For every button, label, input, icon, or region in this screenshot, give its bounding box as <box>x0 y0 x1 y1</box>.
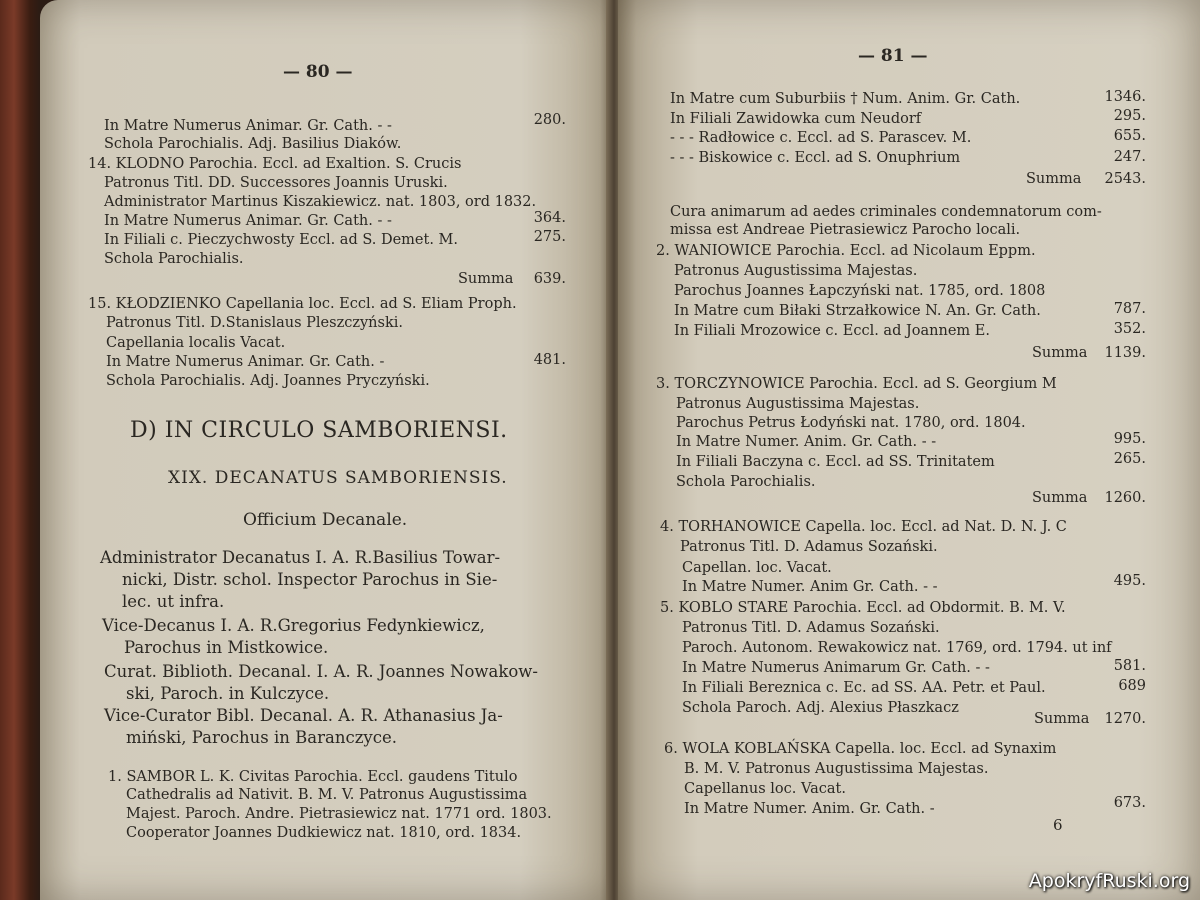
text-line: 1. SAMBOR L. K. Civitas Parochia. Eccl. gaudens Titulo <box>108 769 518 785</box>
number: 364. <box>533 210 566 226</box>
number: 265. <box>1113 451 1146 467</box>
text-line: In Filiali Mrozowice c. Eccl. ad Joannem E. <box>674 323 990 339</box>
text-line: Cooperator Joannes Dudkiewicz nat. 1810, ord. 1834. <box>126 825 522 841</box>
text-line: In Matre Numerus Animar. Gr. Cath. - - <box>104 213 392 229</box>
text-line: Paroch. Autonom. Rewakowicz nat. 1769, ord. 1794. ut inf <box>682 640 1112 656</box>
text-line: In Filiali Zawidowka cum Neudorf <box>670 111 922 127</box>
text-line: B. M. V. Patronus Augustissima Majestas. <box>684 761 989 777</box>
number: 1346. <box>1104 89 1146 105</box>
text-line: Parochus Joannes Łapczyński nat. 1785, ord. 1808 <box>674 283 1046 299</box>
summa-label: Summa <box>1032 490 1088 506</box>
number: 995. <box>1113 431 1146 447</box>
text-line: 14. KLODNO Parochia. Eccl. ad Exaltion. S. Crucis <box>88 156 462 172</box>
text-line: 3. TORCZYNOWICE Parochia. Eccl. ad S. Georgium M <box>656 376 1057 392</box>
text-line: In Matre Numerus Animar. Gr. Cath. - <box>106 354 385 370</box>
officium-line: nicki, Distr. schol. Inspector Parochus in Sie- <box>122 570 498 589</box>
number: 1260. <box>1104 490 1146 506</box>
officium-line: Curat. Biblioth. Decanal. I. A. R. Joannes Nowakow- <box>104 662 539 681</box>
text-line: Capellanus loc. Vacat. <box>684 781 846 797</box>
text-line: Patronus Titl. D.Stanislaus Pleszczyński. <box>106 315 403 331</box>
signature-mark: 6 <box>1053 816 1063 834</box>
text-line: Cathedralis ad Nativit. B. M. V. Patronus Augustissima <box>126 787 528 803</box>
text-line: Patronus Augustissima Majestas. <box>676 396 920 412</box>
text-line: Patronus Titl. D. Adamus Sozański. <box>680 539 938 555</box>
text-line: In Matre Numerus Animarum Gr. Cath. - - <box>682 660 990 676</box>
left-page <box>40 0 610 900</box>
watermark: ApokryfRuski.org <box>1028 870 1190 892</box>
text-line: - - - Biskowice c. Eccl. ad S. Onuphrium <box>670 150 961 166</box>
text-line: Capellania localis Vacat. <box>106 335 286 351</box>
officium-line: lec. ut infra. <box>122 592 225 611</box>
text-line: In Matre cum Biłaki Strzałkowice N. An. Gr. Cath. <box>674 303 1041 319</box>
number: 247. <box>1113 149 1146 165</box>
number: 1139. <box>1104 345 1146 361</box>
officium-line: Vice-Decanus I. A. R.Gregorius Fedynkiewicz, <box>102 616 485 635</box>
number: 655. <box>1113 128 1146 144</box>
number: 689 <box>1118 678 1146 694</box>
text-line: missa est Andreae Pietrasiewicz Parocho locali. <box>670 222 1021 238</box>
text-line: 5. KOBLO STARE Parochia. Eccl. ad Obdormit. B. M. V. <box>660 600 1066 616</box>
text-line: Schola Parochialis. Adj. Joannes Pryczyński. <box>106 373 430 389</box>
text-line: Patronus Titl. DD. Successores Joannis Uruski. <box>104 175 448 191</box>
text-line: Cura animarum ad aedes criminales condemnatorum com- <box>670 204 1102 220</box>
text-line: In Matre Numer. Anim. Gr. Cath. - <box>684 801 935 817</box>
left-page-number: — 80 — <box>283 62 353 82</box>
text-line: In Matre Numer. Anim Gr. Cath. - - <box>682 579 938 595</box>
text-line: Schola Paroch. Adj. Alexius Płaszkacz <box>682 700 959 716</box>
text-line: Administrator Martinus Kiszakiewicz. nat. 1803, ord 1832. <box>104 194 537 210</box>
text-line: 4. TORHANOWICE Capella. loc. Eccl. ad Nat. D. N. J. C <box>660 519 1067 535</box>
number: 787. <box>1113 301 1146 317</box>
text-line: 15. KŁODZIENKO Capellania loc. Eccl. ad S. Eliam Proph. <box>88 296 517 312</box>
text-line: - - - Radłowice c. Eccl. ad S. Parascev. M. <box>670 130 972 146</box>
text-line: Schola Parochialis. <box>676 474 816 490</box>
officium-line: Administrator Decanatus I. A. R.Basilius Towar- <box>100 548 501 567</box>
number: 495. <box>1113 573 1146 589</box>
number: 1270. <box>1104 711 1146 727</box>
number: 295. <box>1113 108 1146 124</box>
circle-heading: D) IN CIRCULO SAMBORIENSI. <box>130 418 508 443</box>
officium-line: Parochus in Mistkowice. <box>124 638 329 657</box>
text-line: In Filiali Bereznica c. Ec. ad SS. AA. Petr. et Paul. <box>682 680 1046 696</box>
text-line: In Matre cum Suburbiis † Num. Anim. Gr. Cath. <box>670 91 1021 107</box>
text-line: In Filiali Baczyna c. Eccl. ad SS. Trinitatem <box>676 454 995 470</box>
decanatus-heading: XIX. DECANATUS SAMBORIENSIS. <box>168 468 508 488</box>
text-line: In Matre Numer. Anim. Gr. Cath. - - <box>676 434 937 450</box>
number: 275. <box>533 229 566 245</box>
text-line: 6. WOLA KOBLAŃSKA Capella. loc. Eccl. ad Synaxim <box>664 741 1057 757</box>
number: 639. <box>533 271 566 287</box>
text-line: Patronus Titl. D. Adamus Sozański. <box>682 620 940 636</box>
summa-label: Summa <box>1034 711 1090 727</box>
text-line: Capellan. loc. Vacat. <box>682 560 832 576</box>
text-line: Schola Parochialis. <box>104 251 244 267</box>
number: 352. <box>1113 321 1146 337</box>
summa-label: Summa <box>1032 345 1088 361</box>
text-line: 2. WANIOWICE Parochia. Eccl. ad Nicolaum Eppm. <box>656 243 1036 259</box>
officium-line: ski, Paroch. in Kulczyce. <box>126 684 330 703</box>
text-line: Schola Parochialis. Adj. Basilius Diaków. <box>104 136 402 152</box>
officium-heading: Officium Decanale. <box>243 510 408 530</box>
text-line: In Matre Numerus Animar. Gr. Cath. - - <box>104 118 392 134</box>
text-line: Parochus Petrus Łodyński nat. 1780, ord. 1804. <box>676 415 1026 431</box>
text-line: Majest. Paroch. Andre. Pietrasiewicz nat. 1771 ord. 1803. <box>126 806 552 822</box>
text-line: In Filiali c. Pieczychwosty Eccl. ad S. Demet. M. <box>104 232 459 248</box>
officium-line: Vice-Curator Bibl. Decanal. A. R. Athanasius Ja- <box>104 706 503 725</box>
right-page-number: — 81 — <box>858 46 928 66</box>
officium-line: miński, Parochus in Baranczyce. <box>126 728 397 747</box>
right-page <box>618 0 1200 900</box>
summa-label: Summa <box>458 271 514 287</box>
number: 581. <box>1113 658 1146 674</box>
number: 2543. <box>1104 171 1146 187</box>
summa-label: Summa <box>1026 171 1082 187</box>
number: 481. <box>533 352 566 368</box>
number: 280. <box>533 112 566 128</box>
number: 673. <box>1113 795 1146 811</box>
text-line: Patronus Augustissima Majestas. <box>674 263 918 279</box>
